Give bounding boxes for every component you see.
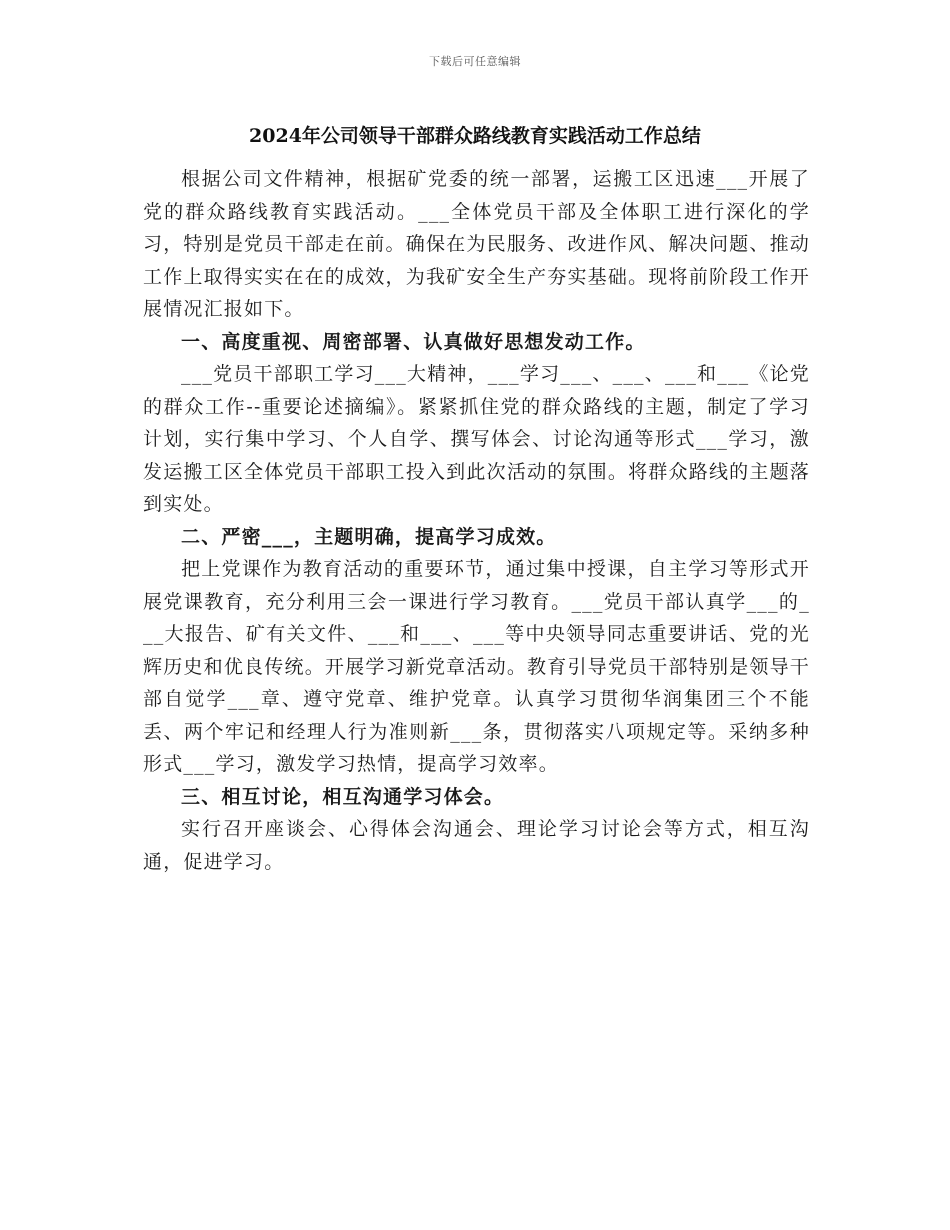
document-title: 2024年公司领导干部群众路线教育实践活动工作总结	[249, 125, 701, 147]
section-heading-2: 二、严密___，主题明确，提高学习成效。	[181, 525, 557, 548]
section-3-paragraph: 实行召开座谈会、心得体会沟通会、理论学习讨论会等方式，相互沟通，促进学习。	[143, 818, 810, 873]
section-1-paragraph: ___党员干部职工学习___大精神，___学习___、___、___和___《论党的群众工作--重要论述摘编》。紧紧抓住党的群众路线的主题，制定了学习计划，实行集中学习、个人自学、撰写体会、讨论沟通等形式___学习，激发运搬工区全体党员干部职工投入到此次活动的氛围。将群众路线的主题落到实处。	[143, 363, 810, 515]
intro-paragraph: 根据公司文件精神，根据矿党委的统一部署，运搬工区迅速___开展了党的群众路线教育实践活动。___全体党员干部及全体职工进行深化的学习，特别是党员干部走在前。确保在为民服务、改进作风、解决问题、推动工作上取得实实在在的成效，为我矿安全生产夯实基础。现将前阶段工作开展情况汇报如下。	[143, 168, 810, 320]
section-heading-3: 三、相互讨论，相互沟通学习体会。	[181, 785, 505, 808]
header-note: 下载后可任意编辑	[429, 55, 521, 68]
document-body	[143, 163, 810, 878]
section-heading-1: 一、高度重视、周密部署、认真做好思想发动工作。	[181, 330, 646, 353]
section-2-paragraph: 把上党课作为教育活动的重要环节，通过集中授课，自主学习等形式开展党课教育，充分利用三会一课进行学习教育。___党员干部认真学___的___大报告、矿有关文件、___和___、___等中央领导同志重要讲话、党的光辉历史和优良传统。开展学习新党章活动。教育引导党员干部特别是领导干部自觉学___章、遵守党章、维护党章。认真学习贯彻华润集团三个不能丢、两个牢记和经理人行为准则新___条，贯彻落实八项规定等。采纳多种形式___学习，激发学习热情，提高学习效率。	[143, 558, 810, 775]
